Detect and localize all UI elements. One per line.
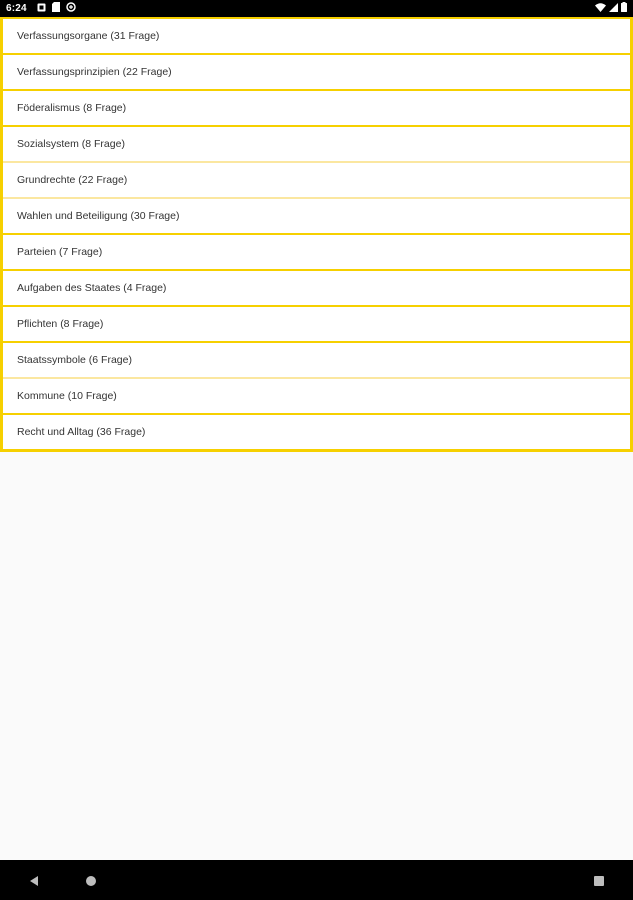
recents-icon[interactable] xyxy=(592,874,606,888)
topic-item-pflichten[interactable]: Pflichten (8 Frage) xyxy=(3,307,630,343)
topic-item-verfassungsorgane[interactable]: Verfassungsorgane (31 Frage) xyxy=(3,19,630,55)
topic-item-recht-und-alltag[interactable]: Recht und Alltag (36 Frage) xyxy=(3,415,630,449)
topic-item-aufgaben-des-staates[interactable]: Aufgaben des Staates (4 Frage) xyxy=(3,271,630,307)
topic-item-verfassungsprinzipien[interactable]: Verfassungsprinzipien (22 Frage) xyxy=(3,55,630,91)
status-left-icons xyxy=(37,2,76,15)
status-time: 6:24 xyxy=(6,3,27,14)
topic-item-kommune[interactable]: Kommune (10 Frage) xyxy=(3,379,630,415)
sim-icon xyxy=(52,2,60,15)
wifi-icon xyxy=(595,3,606,15)
signal-icon xyxy=(609,3,618,15)
notification-icon xyxy=(37,3,46,15)
navigation-bar xyxy=(0,860,633,900)
topic-item-staatssymbole[interactable]: Staatssymbole (6 Frage) xyxy=(3,343,630,379)
battery-icon xyxy=(621,2,627,15)
topic-item-parteien[interactable]: Parteien (7 Frage) xyxy=(3,235,630,271)
back-icon[interactable] xyxy=(27,874,41,888)
topic-item-grundrechte[interactable]: Grundrechte (22 Frage) xyxy=(3,163,630,199)
topic-item-foederalismus[interactable]: Föderalismus (8 Frage) xyxy=(3,91,630,127)
home-icon[interactable] xyxy=(84,874,98,888)
topic-item-sozialsystem[interactable]: Sozialsystem (8 Frage) xyxy=(3,127,630,163)
topic-list xyxy=(0,17,633,452)
topic-item-wahlen-und-beteiligung[interactable]: Wahlen und Beteiligung (30 Frage) xyxy=(3,199,630,235)
status-right-icons xyxy=(595,2,627,15)
status-bar xyxy=(0,0,633,17)
data-saver-icon xyxy=(66,2,76,15)
